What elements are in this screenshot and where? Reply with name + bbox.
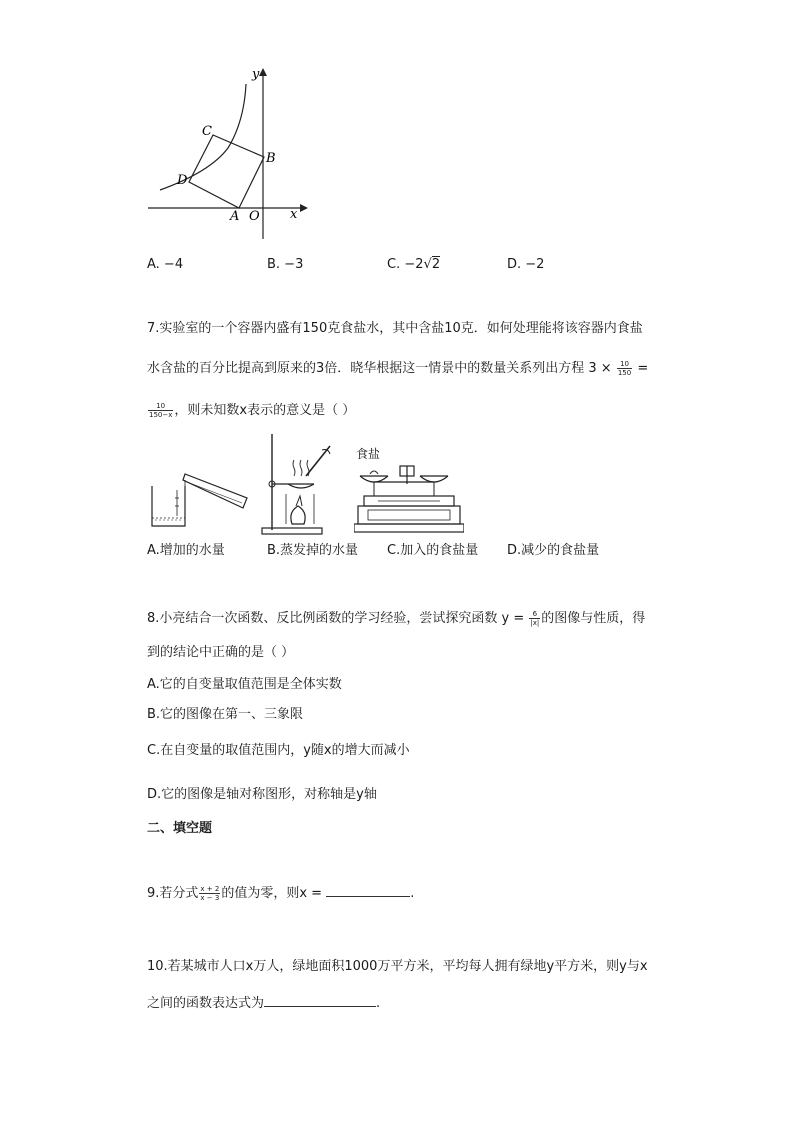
q10-line1: 10.若某城市人口x万人，绿地面积1000万平方米，平均每人拥有绿地y平方米，则y与x [147, 959, 648, 974]
q8-line2: 到的结论中正确的是（ ） [147, 645, 295, 660]
balance-scale-illustration [354, 444, 464, 536]
q7-frac2-den: 150−x [149, 411, 173, 419]
q9-text-post: 的值为零，则x = [221, 886, 323, 901]
q7-frac2-num: 10 [148, 402, 173, 411]
point-b-label: B [266, 151, 276, 166]
q7-line3 [147, 402, 355, 420]
coordinate-figure [140, 62, 315, 244]
q10-answer-blank[interactable] [264, 994, 376, 1007]
section-heading-fill-in: 二、填空题 [147, 821, 213, 836]
q7-option-d: D.减少的食盐量 [507, 543, 600, 558]
q8-line1 [147, 610, 645, 628]
q7-fraction-2 [148, 402, 173, 419]
q7-line3-text: ，则未知数x表示的意义是（ ） [174, 403, 356, 418]
q8-option-d: D.它的图像是轴对称图形，对称轴是y轴 [147, 787, 377, 802]
q6-option-d: D. −2 [507, 257, 545, 272]
q7-equals: = [637, 361, 649, 376]
q8-option-b: B.它的图像在第一、三象限 [147, 707, 304, 722]
beaker-pouring-illustration [147, 468, 257, 530]
q8-fraction [529, 610, 540, 627]
q6-option-b: B. −3 [267, 257, 304, 272]
q9-line [147, 884, 414, 903]
y-axis-arrow [259, 68, 267, 76]
q9-end: . [410, 886, 415, 901]
x-axis-label: x [290, 207, 298, 222]
sqrt-sign: √ [423, 257, 432, 272]
q6-option-a: A. −4 [147, 257, 184, 272]
q8-option-c: C.在自变量的取值范围内，y随x的增大而减小 [147, 743, 410, 758]
q9-frac-num: x + 2 [200, 885, 220, 893]
q7-frac1-den: 150 [617, 369, 632, 377]
point-c-label: C [202, 124, 212, 139]
q8-option-a: A.它的自变量取值范围是全体实数 [147, 677, 342, 692]
salt-label: 食盐 [356, 447, 381, 461]
q9-frac-den: x − 3 [200, 894, 220, 902]
q7-frac1-num: 10 [617, 360, 632, 369]
x-axis-arrow [300, 204, 308, 212]
q10-text: 之间的函数表达式为 [147, 996, 265, 1011]
q6-option-c-radicand: 2 [431, 257, 441, 272]
q9-fraction [199, 885, 220, 902]
point-a-label: A [230, 209, 240, 224]
q6-option-c [387, 256, 440, 274]
q7-fraction-1 [617, 360, 632, 377]
q7-option-b: B.蒸发掉的水量 [267, 543, 359, 558]
q9-answer-blank[interactable] [326, 884, 410, 897]
q7-option-a: A.增加的水量 [147, 543, 225, 558]
q6-option-c-prefix: C. −2 [387, 257, 424, 272]
q9-text: 9.若分式 [147, 886, 199, 901]
q8-line1-post: 的图像与性质，得 [541, 611, 646, 626]
q7-line2 [147, 360, 648, 378]
q10-end: . [376, 996, 381, 1011]
point-d-label: D [177, 173, 188, 188]
y-axis-label: y [252, 67, 260, 82]
q10-line2 [147, 994, 380, 1013]
q8-frac-num: 6 [529, 610, 540, 619]
evaporation-stand-illustration [258, 432, 338, 536]
q7-option-c: C.加入的食盐量 [387, 543, 479, 558]
q7-line1: 7.实验室的一个容器内盛有150克食盐水，其中含盐10克．如何处理能将该容器内食盐 [147, 321, 643, 336]
q7-line2-text: 水含盐的百分比提高到原来的3倍．晓华根据这一情景中的数量关系列出方程 3 × [147, 361, 612, 376]
origin-label: O [249, 209, 260, 224]
q8-frac-den: |x| [530, 619, 540, 627]
q8-line1-text: 8.小亮结合一次函数、反比例函数的学习经验，尝试探究函数 y = [147, 611, 525, 626]
